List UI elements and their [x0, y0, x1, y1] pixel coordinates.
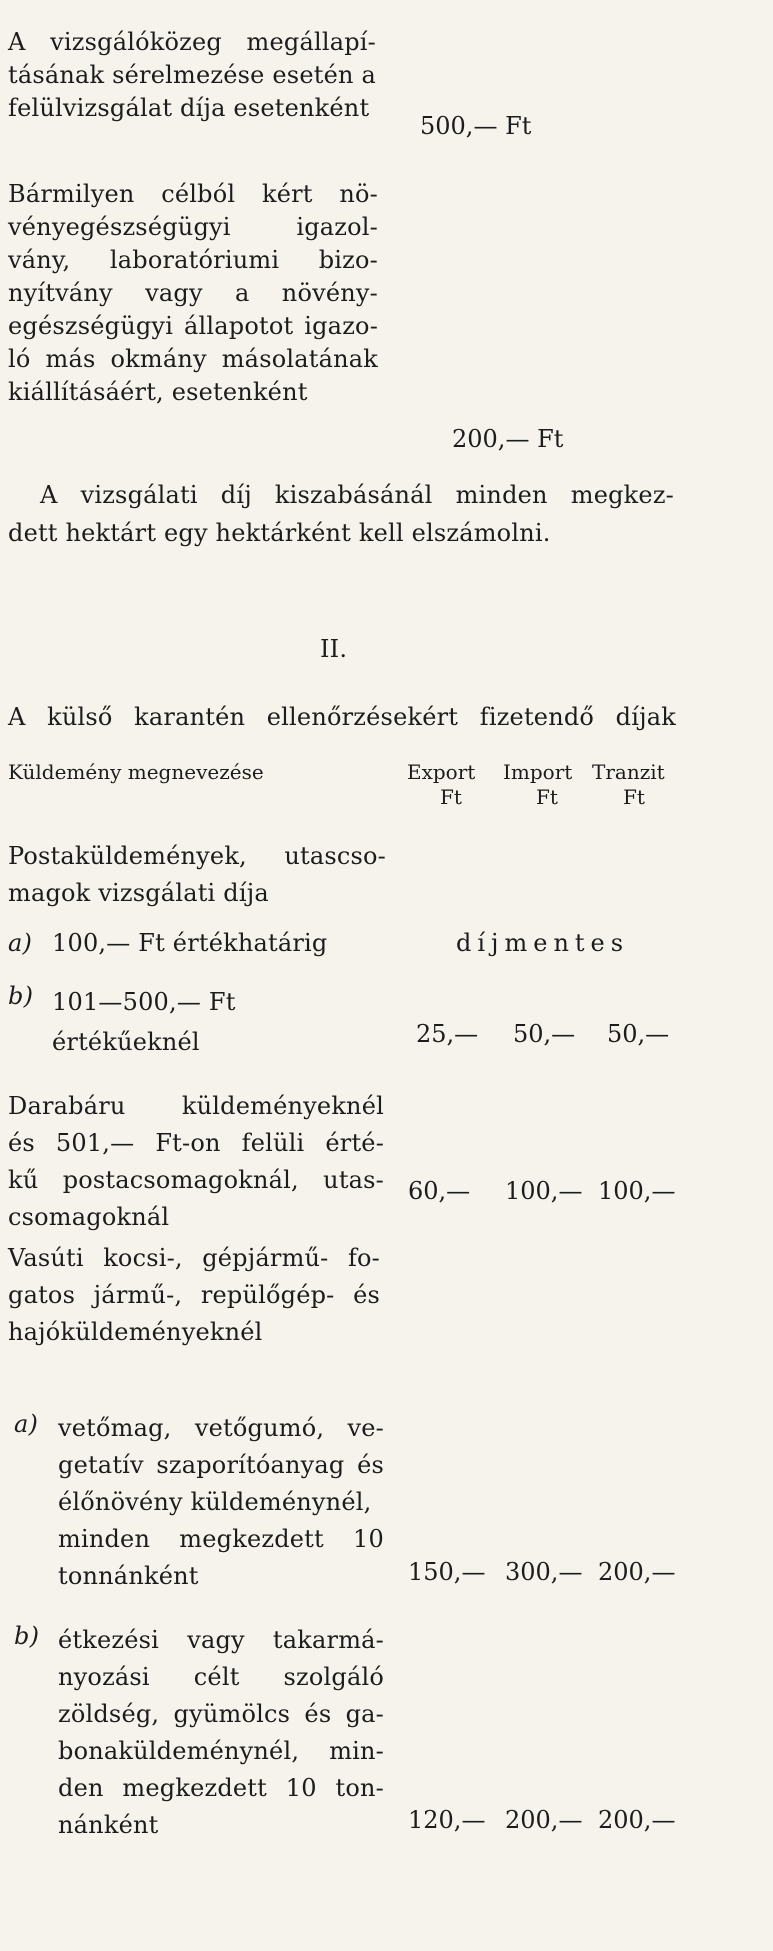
- item2-text: [8, 178, 378, 409]
- column-header-import: Import: [503, 760, 573, 784]
- item2-line: egészségügyi állapotot igazo-: [8, 312, 378, 340]
- item1-fee: 500,— Ft: [420, 112, 532, 140]
- postal-b-fee-export: 25,—: [416, 1020, 479, 1048]
- bulk-fee-import: 100,—: [505, 1177, 583, 1205]
- item2-line: kiállításáért, esetenként: [8, 378, 308, 406]
- vehicles-b-text: étkezési vagy takarmá- nyozási célt szolgáló zöldség, gyümölcs és ga- bonaküldeménynél, min- den megkezdett 10 ton- nánként: [58, 1626, 384, 1839]
- item2-fee: 200,— Ft: [452, 425, 564, 453]
- postal-b-marker: b): [8, 982, 34, 1010]
- postal-b-fee-import: 50,—: [513, 1020, 576, 1048]
- vehicles-a-text: vetőmag, vetőgumó, ve- getatív szaporítóanyag és élőnövény küldeménynél, minden megkezdett 10 tonnánként: [58, 1414, 384, 1590]
- vehicles-a-marker: a): [14, 1410, 39, 1438]
- bulk-text: Darabáru küldeményeknél és 501,— Ft-on felüli érté- kű postacsomagoknál, utas- csomagoknál: [8, 1092, 384, 1231]
- assessment-note: [8, 514, 551, 552]
- bulk-fee-export: 60,—: [408, 1177, 471, 1205]
- section-number: II.: [320, 635, 348, 663]
- item2-line: Bármilyen célból kért nö-: [8, 180, 378, 208]
- vehicles-b-fee-transit: 200,—: [598, 1806, 676, 1834]
- item2-line: vényegészségügyi igazol-: [8, 213, 378, 241]
- postal-b-fee-transit: 50,—: [607, 1020, 670, 1048]
- vehicles-b-fee-import: 200,—: [505, 1806, 583, 1834]
- column-header-export: Export: [407, 760, 476, 784]
- note-line: dett hektárt egy hektárként kell elszámolni.: [8, 519, 551, 547]
- item2-line: nyítvány vagy a növény-: [8, 279, 378, 307]
- vehicles-a-fee-export: 150,—: [408, 1558, 486, 1586]
- column-unit-import: Ft: [536, 785, 558, 809]
- item1-line: A vizsgálóközeg megállapí-: [8, 28, 376, 56]
- item1-line: tásának sérelmezése esetén a: [8, 61, 376, 89]
- section-title: A külső karantén ellenőrzésekért fizetendő díjak: [8, 703, 676, 731]
- postal-a-text: 100,— Ft értékhatárig: [52, 929, 328, 957]
- item1-text: [8, 26, 376, 125]
- item2-line: vány, laboratóriumi bizo-: [8, 246, 378, 274]
- assessment-note: [40, 476, 674, 514]
- note-line: A vizsgálati díj kiszabásánál minden megkez-: [40, 481, 674, 509]
- postal-b-text: 101—500,— Ft értékűeknél: [52, 988, 236, 1056]
- postal-a-fee: díjmentes: [456, 929, 630, 957]
- column-header-name: Küldemény megnevezése: [8, 760, 264, 784]
- vehicles-b-marker: b): [14, 1622, 40, 1650]
- vehicles-a-fee-transit: 200,—: [598, 1558, 676, 1586]
- column-header-transit: Tranzit: [592, 760, 665, 784]
- column-unit-transit: Ft: [623, 785, 645, 809]
- column-unit-export: Ft: [440, 785, 462, 809]
- vehicles-heading: Vasúti kocsi-, gépjármű- fo- gatos jármű-, repülőgép- és hajóküldeményeknél: [8, 1244, 380, 1346]
- item2-line: ló más okmány másolatának: [8, 345, 378, 373]
- postal-a-marker: a): [8, 929, 33, 957]
- bulk-fee-transit: 100,—: [598, 1177, 676, 1205]
- postal-heading: Postaküldemények, utascso- magok vizsgálati díja: [8, 842, 386, 907]
- vehicles-a-fee-import: 300,—: [505, 1558, 583, 1586]
- vehicles-b-fee-export: 120,—: [408, 1806, 486, 1834]
- item1-line: felülvizsgálat díja esetenként: [8, 94, 370, 122]
